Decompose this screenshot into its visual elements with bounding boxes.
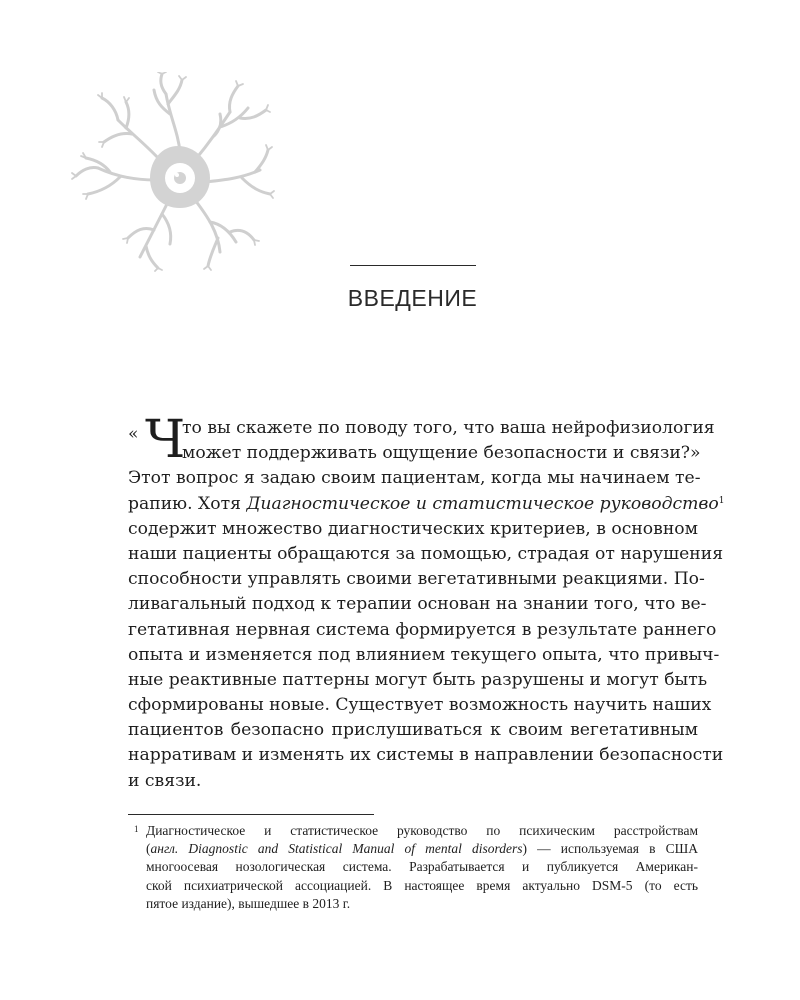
paragraph-line: сформированы новые. Существует возможность научить наших [128,695,712,716]
footnote-text: ) — используемая в США [522,841,698,857]
paragraph-line: ливагальный подход к терапии основан на знании того, что ве- [128,594,707,615]
paragraph-line: опыта и изменяется под влиянием текущего опыта, что привыч- [128,644,720,665]
body-text [128,410,725,794]
footnote-italic: англ. Diagnostic and Statistical Manual of mental disorders [150,841,523,857]
footnote-mark: 1 [134,824,139,834]
paragraph-line: Этот вопрос я задаю своим пациентам, когда мы начинаем те- [128,468,701,489]
footnote-line [146,840,698,858]
paragraph-line-with-italic [128,492,725,517]
opening-quote: « [128,424,139,444]
title-rule [350,265,476,266]
paragraph-line: ные реактивные паттерны могут быть разрушены и могут быть [128,669,708,690]
paragraph-line: содержит множество диагностических критериев, в основном [128,518,698,539]
footnote-line: ской психиатрической ассоциацией. В настоящее время актуально DSM-5 (то есть [146,877,698,893]
dsm-title-italic: Диагностическое и статистическое руководство [246,493,719,514]
footnote-line: Диагностическое и статистическое руководство по психическим расстройствам [146,823,698,838]
footnote-text: ( [146,841,151,857]
neuron-illustration-icon [70,72,280,272]
footnote-line: пятое издание), вышедшее в 2013 г. [146,895,351,911]
paragraph-line: то вы скажете по поводу того, что ваша нейрофизиология [182,418,715,438]
footnote-rule [128,814,374,815]
paragraph-line: пациентов безопасно прислушиваться к своим вегетативным [128,720,698,741]
footnote-ref[interactable]: 1 [718,495,725,506]
paragraph-line: наши пациенты обращаются за помощью, страдая от нарушения [128,543,724,564]
dropcap-lines [182,416,715,466]
chapter-title: ВВЕДЕНИЕ [347,285,478,311]
paragraph-line: и связи. [128,770,202,791]
footnote-line: многоосевая нозологическая система. Разрабатывается и публикуется Американ- [146,859,698,875]
footnote-body [146,822,698,913]
drop-cap: Ч [145,410,186,470]
paragraph-line: способности управлять своими вегетативными реакциями. По- [128,569,705,590]
paragraph-text: рапию. Хотя [128,493,247,514]
footnote [134,822,698,913]
dropcap-block [128,410,715,470]
paragraph-line: нарративам и изменять их системы в направлении безопасности [128,745,724,766]
paragraph-line: гетативная нервная система формируется в результате раннего [128,619,717,640]
paragraph-line: может поддерживать ощущение безопасности и связи?» [182,443,701,464]
